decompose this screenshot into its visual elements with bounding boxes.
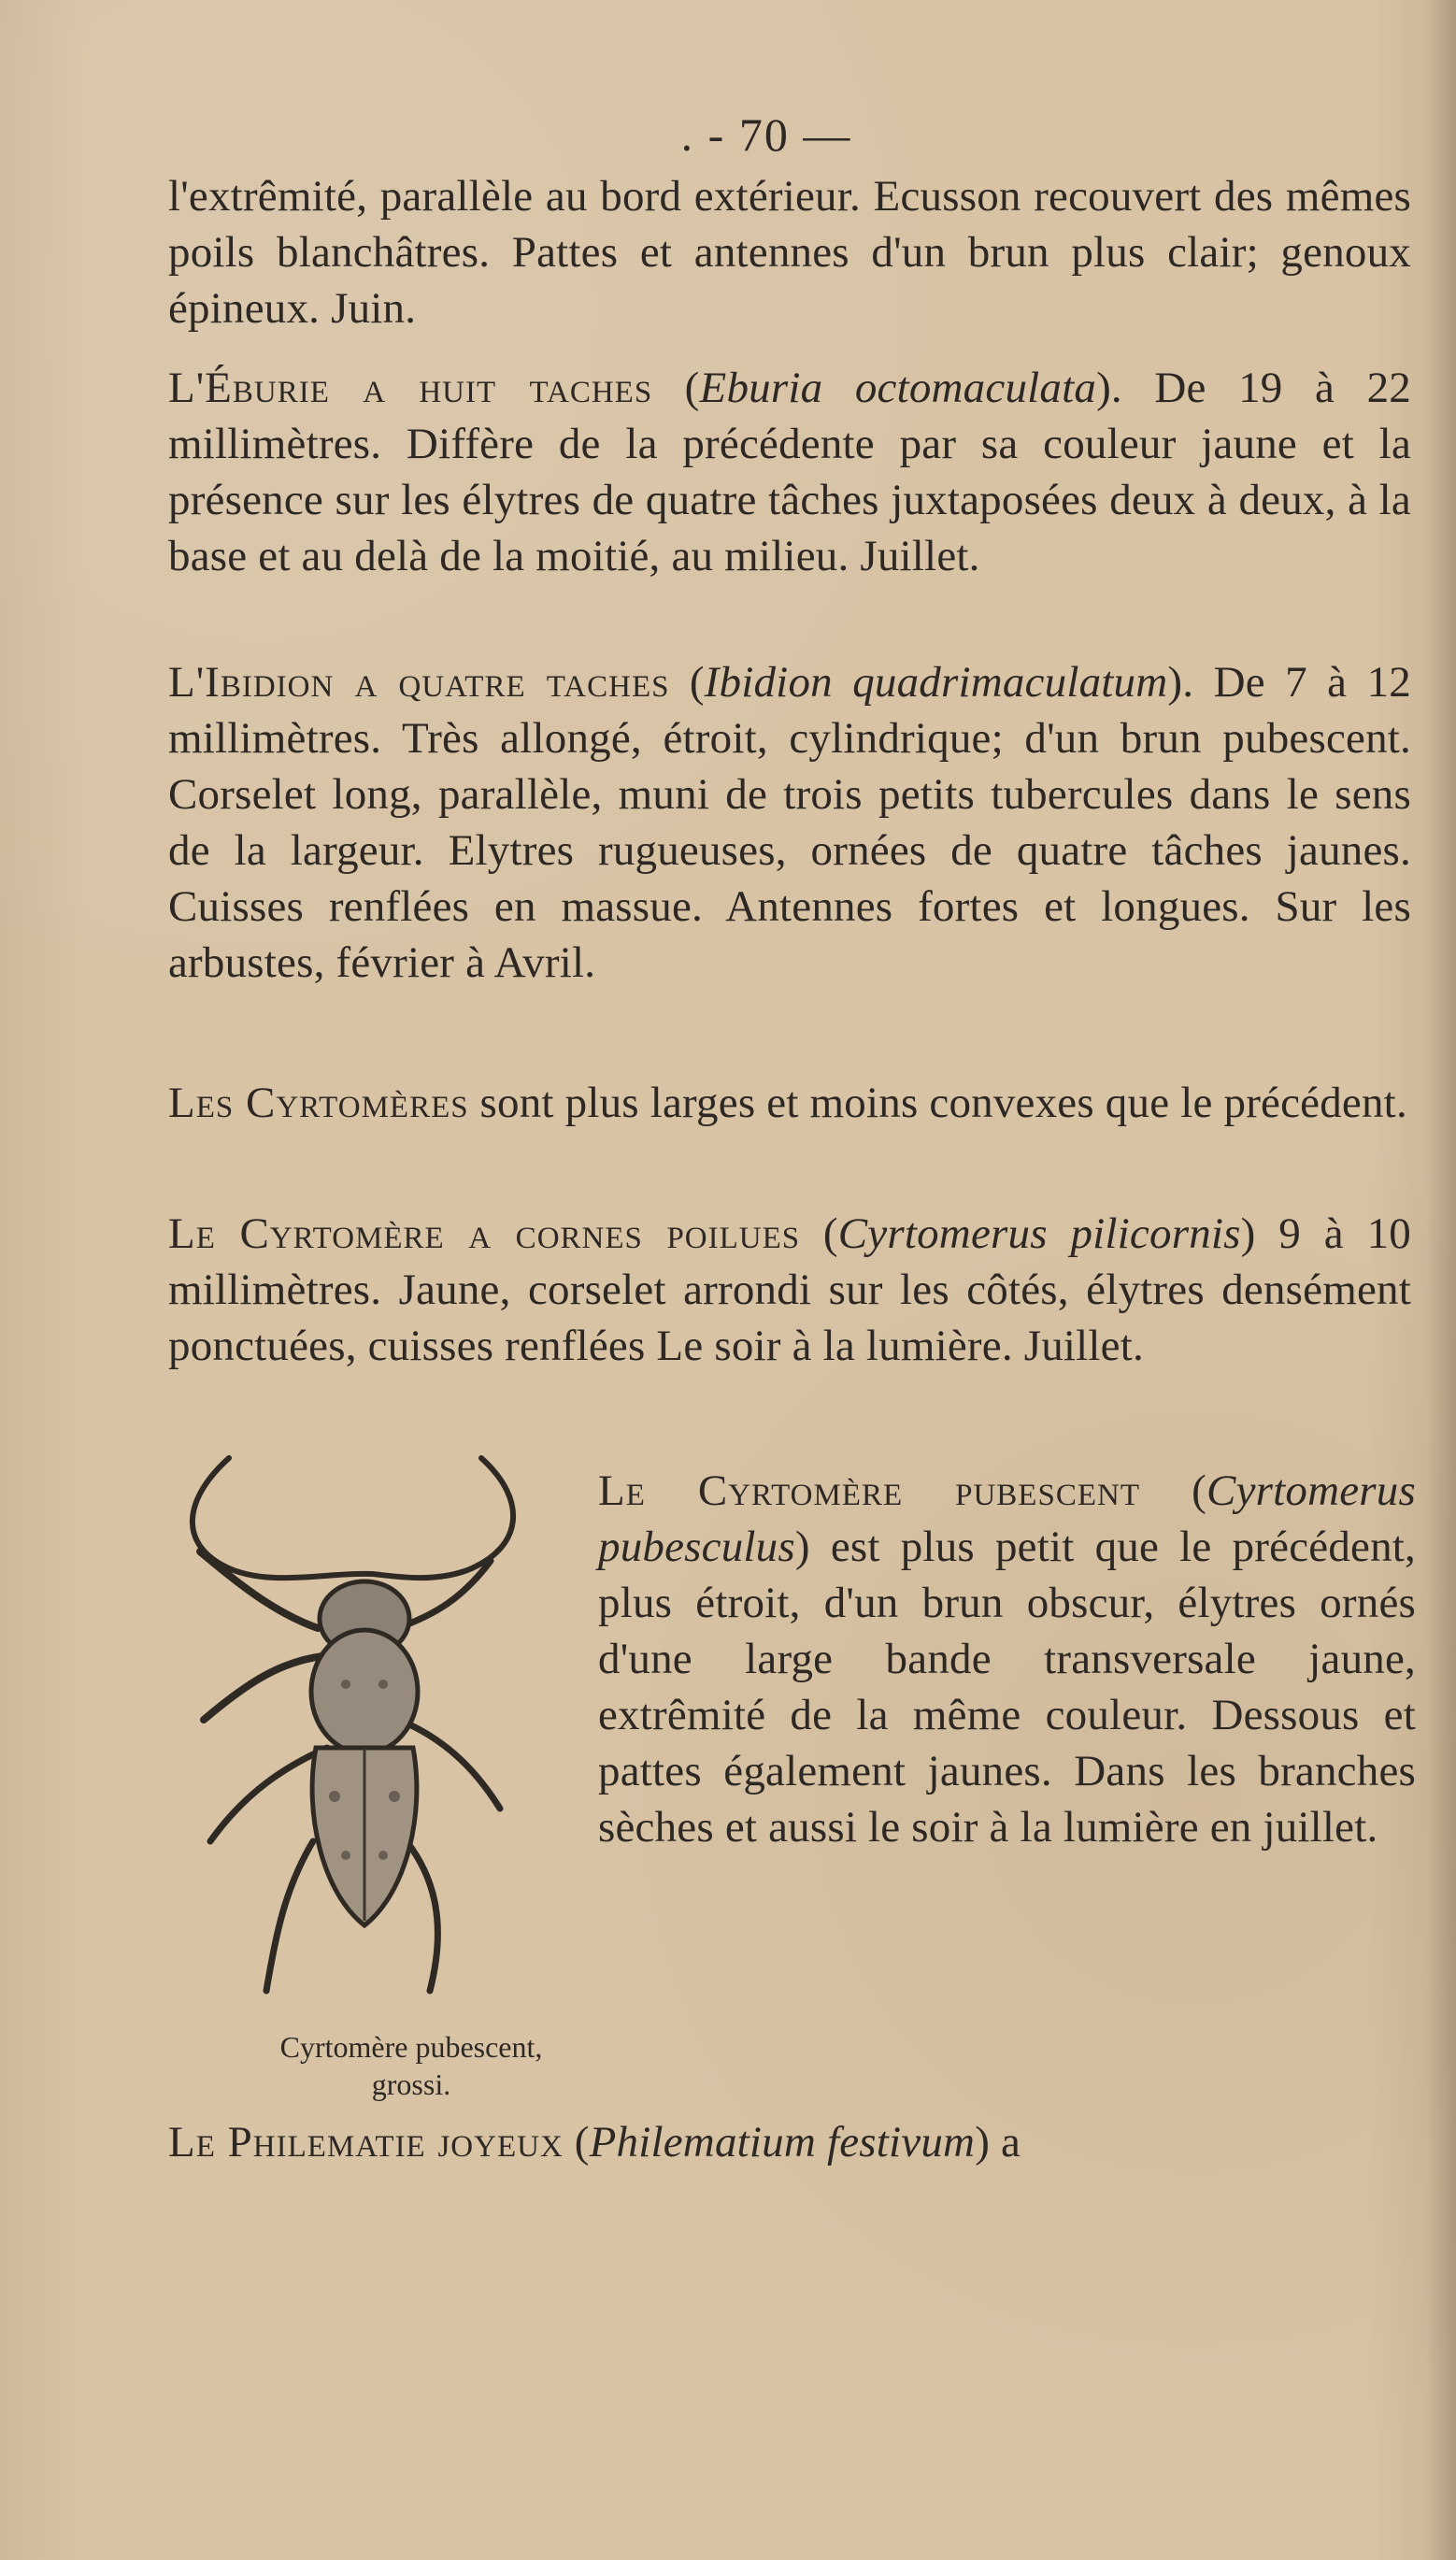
beetle-thorax	[311, 1630, 418, 1753]
species-name: L'Éburie a huit taches	[168, 364, 653, 412]
left-antenna	[193, 1458, 372, 1578]
latin-name: Cyrtomerus pubesculus	[598, 1466, 1416, 1571]
paragraph-text: . De 7 à 12 millimètres. Très allongé, étroit, cylindrique; d'un brun pubescent. Corselet long, parallèle, muni de trois petits tubercules dans le sens de la largeur. Elytres rugueuses, ornées de quatre tâches jaunes. Cuisses renflées en massue. Antennes fortes et longues. Sur les arbustes, février à Avril.	[168, 658, 1411, 987]
paragraph-text: l'extrêmité, parallèle au bord extérieur. Ecusson recouvert des mêmes poils blanchâtres. Pattes et antennes d'un brun plus clair; genoux épineux. Juin.	[168, 172, 1411, 333]
latin-name: Cyrtomerus pilicornis	[837, 1209, 1241, 1258]
beetle-spot	[378, 1851, 388, 1860]
beetle-spot	[341, 1851, 350, 1860]
page-number: . - 70 —	[680, 108, 852, 161]
species-name: Les Cyrtomères	[168, 1079, 469, 1127]
left-middle-leg	[204, 1656, 322, 1720]
species-name: L'Ibidion a quatre taches	[168, 658, 670, 707]
right-rear-leg	[409, 1724, 500, 1809]
left-rear-leg	[210, 1748, 327, 1841]
beetle-spot	[341, 1680, 350, 1689]
caption-line: grossi.	[371, 2067, 451, 2101]
species-name: Le Cyrtomère a cornes poilues	[168, 1209, 801, 1258]
beetle-illustration	[168, 1439, 579, 2019]
latin-name: Philematium festivum	[589, 2118, 976, 2167]
beetle-spot	[329, 1791, 340, 1802]
paragraph-intro	[168, 168, 1411, 336]
figure-caption	[210, 2028, 612, 2103]
latin-name: Eburia octomaculata	[699, 364, 1097, 412]
paragraph-pilicornis: Le Cyrtomère a cornes poilues (Cyrtomerus pilicornis) 9 à 10 millimètres. Jaune, corselet arrondi sur les côtés, élytres densément ponctuées, cuisses renflées Le soir à la lumière. Juillet.	[168, 1209, 1411, 1370]
beetle-spot	[378, 1680, 388, 1689]
paragraph-text: est plus petit que le précédent, plus étroit, d'un brun obscur, élytres ornés d'une large bande transversale jaune, extrêmité de la même couleur. Dessous et pattes également jaunes. Dans les branches sèches et aussi le soir à la lumière en juillet.	[598, 1523, 1416, 1852]
paragraph-ibidion: L'Ibidion a quatre taches (Ibidion quadrimaculatum). De 7 à 12 millimètres. Très allongé, étroit, cylindrique; d'un brun pubescent. Corselet long, parallèle, muni de trois petits tubercules dans le sens de la largeur. Elytres rugueuses, ornées de quatre tâches jaunes. Cuisses renflées en massue. Antennes fortes et longues. Sur les arbustes, février à Avril.	[168, 658, 1411, 987]
paragraph-eburie: L'Éburie a huit taches (Eburia octomaculata). De 19 à 22 millimètres. Diffère de la précédente par sa couleur jaune et la présence sur les élytres de quatre tâches juxtaposées deux à deux, à la base et au delà de la moitié, au milieu. Juillet.	[168, 364, 1411, 580]
caption-line: Cyrtomère pubescent,	[279, 2030, 543, 2064]
paragraph-text: . De 19 à 22 millimètres. Diffère de la précédente par sa couleur jaune et la présence sur les élytres de quatre tâches juxtaposées deux à deux, à la base et au delà de la moitié, au milieu. Juillet.	[168, 364, 1411, 580]
right-hind-leg	[407, 1841, 437, 1991]
species-name: Le Philematie joyeux	[168, 2118, 564, 2167]
page-edge-shadow	[1426, 0, 1456, 2560]
paragraph-pubescent: Le Cyrtomère pubescent (Cyrtomerus pubesculus) est plus petit que le précédent, plus étroit, d'un brun obscur, élytres ornés d'une large bande transversale jaune, extrêmité de la même couleur. Dessous et pattes également jaunes. Dans les branches sèches et aussi le soir à la lumière en juillet.	[598, 1466, 1416, 1852]
paragraph-cyrtomeres	[168, 1075, 1411, 1131]
paragraph-text: sont plus larges et moins convexes que le précédent.	[468, 1079, 1407, 1127]
species-name: Le Cyrtomère pubescent	[598, 1466, 1140, 1515]
beetle-spot	[389, 1791, 400, 1802]
left-hind-leg	[266, 1841, 313, 1991]
paragraph-text: a	[990, 2118, 1021, 2167]
paragraph-philematie: Le Philematie joyeux (Philematium festivum) a	[168, 2118, 1021, 2167]
left-front-leg	[200, 1552, 318, 1628]
paragraph-text: 9 à 10 millimètres. Jaune, corselet arrondi sur les côtés, élytres densément ponctuées, cuisses renflées Le soir à la lumière. Juillet.	[168, 1209, 1411, 1370]
latin-name: Ibidion quadrimaculatum	[704, 658, 1168, 707]
